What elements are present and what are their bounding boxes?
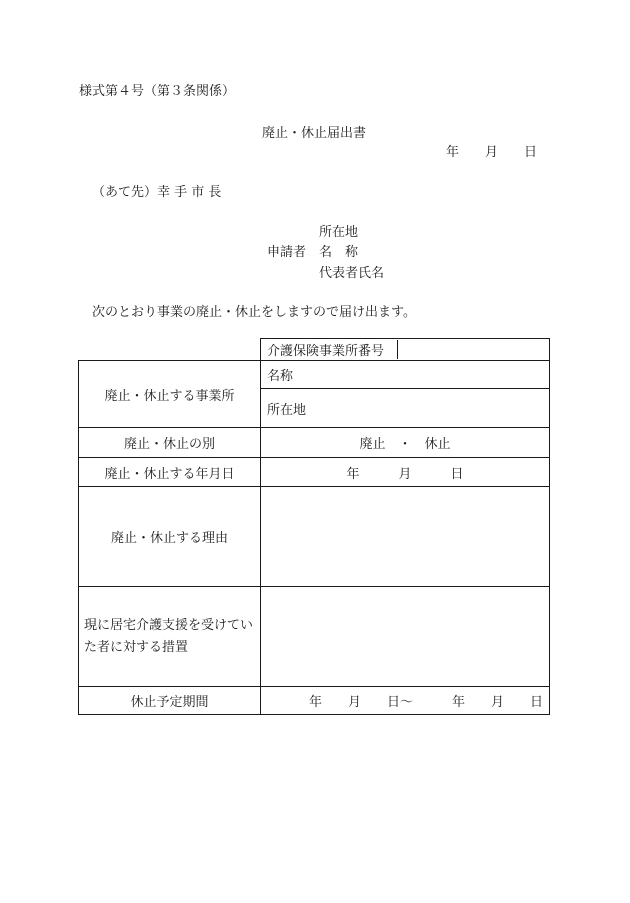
table-row-reason [79,487,550,587]
blank-cell [79,339,261,361]
establishment-address-field[interactable] [261,389,550,428]
notification-table [78,338,550,715]
establishment-name-label: 名称 [267,369,294,384]
type-label: 廃止・休止の別 [79,428,261,458]
table-row-type [79,428,550,458]
establishment-address-label: 所在地 [267,402,307,418]
table-row-establishment-name [79,361,550,389]
date-value[interactable]: 年 月 日 [261,458,550,487]
applicant-label: 申請者 [267,245,307,260]
suspension-period-value[interactable]: 年 月 日〜 年 月 日 [261,687,550,715]
type-value[interactable]: 廃止 ・ 休止 [261,428,550,458]
form-number: 様式第４号（第３条関係） [79,84,236,99]
establishment-name-field[interactable] [261,361,550,389]
table-row-measures [79,587,550,687]
date-label: 廃止・休止する年月日 [79,458,261,487]
statement-text: 次のとおり事業の廃止・休止をしますので届け出ます。 [92,305,416,320]
submission-date: 年 月 日 [446,145,538,160]
reason-value[interactable] [261,487,550,587]
applicant-address-label: 所在地 [319,225,359,240]
document-title: 廃止・休止届出書 [262,126,367,141]
suspension-period-label: 休止予定期間 [79,687,261,715]
table-row-date [79,458,550,487]
establishment-label: 廃止・休止する事業所 [79,361,261,428]
applicant-name-label: 名 称 [319,245,359,260]
measures-label: 現に居宅介護支援を受けていた者に対する措置 [79,587,261,687]
reason-label: 廃止・休止する理由 [79,487,261,587]
office-number-value[interactable] [397,340,549,359]
addressee: （あて先）幸 手 市 長 [92,185,222,200]
table-row-office-number [79,339,550,361]
table-row-suspension-period [79,687,550,715]
office-number-label: 介護保険事業所番号 [261,340,397,359]
applicant-representative-label: 代表者氏名 [319,266,385,281]
measures-value[interactable] [261,587,550,687]
office-number-cell [261,339,550,361]
